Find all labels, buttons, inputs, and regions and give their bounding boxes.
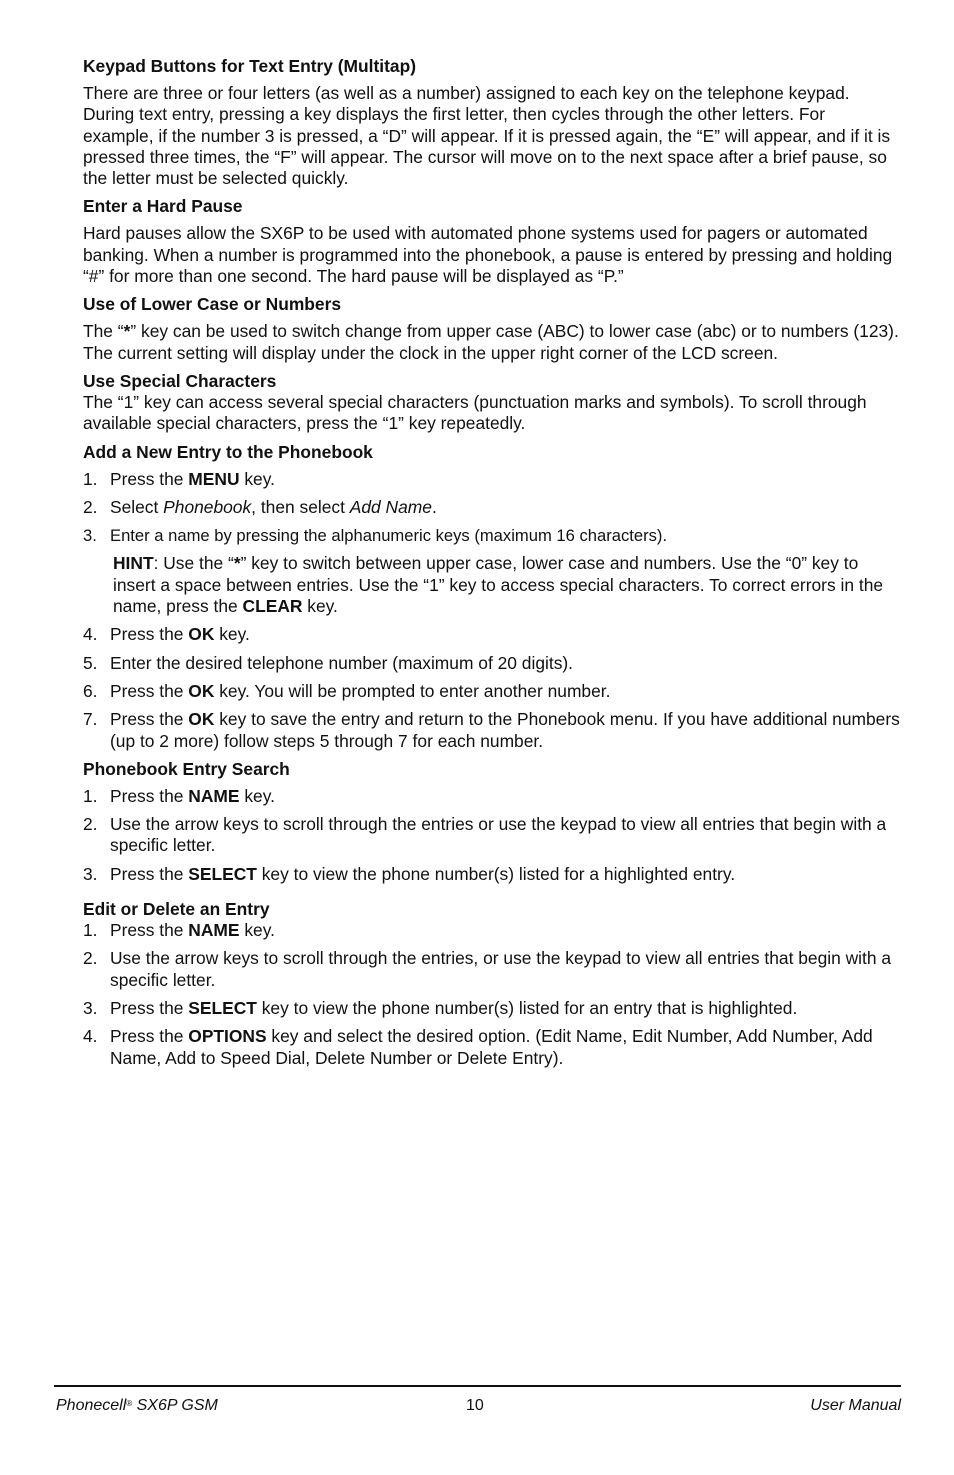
step-number: 2. [83, 814, 98, 835]
star-key: * [233, 553, 241, 574]
list-item [83, 681, 900, 702]
section-multitap [83, 56, 900, 189]
section-lower-case [83, 294, 900, 364]
step-number: 3. [83, 997, 98, 1018]
list-item [83, 624, 900, 645]
section-special-characters [83, 371, 900, 435]
text: key. [239, 920, 275, 941]
text: key. [239, 785, 275, 806]
section-heading: Enter a Hard Pause [83, 196, 243, 217]
text: Press the [110, 624, 189, 645]
page-number: 10 [466, 1397, 484, 1414]
key-name: NAME [188, 920, 240, 941]
text: key. [214, 624, 250, 645]
text: Press the [110, 680, 189, 701]
text: key to view the phone number(s) listed for a highlighted entry. [256, 863, 736, 884]
step-number: 1. [83, 468, 98, 489]
steps-list [83, 624, 900, 751]
step-number: 4. [83, 624, 98, 645]
paragraph: The “1” key can access several special characters (punctuation marks and symbols). To scroll through available special characters, press the “1” key repeatedly. [83, 391, 867, 434]
list-item [83, 998, 900, 1019]
model-name: SX6P GSM [132, 1397, 218, 1414]
menu-name: Add Name [349, 496, 432, 517]
section-heading: Keypad Buttons for Text Entry (Multitap) [83, 56, 416, 76]
text: Press the [110, 785, 189, 806]
paragraph [83, 321, 900, 364]
text: Press the [110, 1026, 189, 1047]
list-item [83, 786, 900, 807]
section-heading: Phonebook Entry Search [83, 758, 290, 779]
paragraph: Hard pauses allow the SX6P to be used with automated phone systems used for pagers or automated banking. When a number is programmed into the phonebook, a pause is entered by pressing and holding “#” for more than one second. The hard pause will be displayed as “P.” [83, 223, 893, 287]
steps-list [83, 786, 900, 885]
step-number: 2. [83, 948, 98, 969]
text: Enter the desired telephone number (maximum of 20 digits). [110, 652, 574, 673]
list-item [83, 525, 900, 546]
text: Press the [110, 997, 189, 1018]
section-heading: Use of Lower Case or Numbers [83, 294, 342, 315]
key-name: NAME [188, 785, 240, 806]
text: Use the arrow keys to scroll through the entries, or use the keypad to view all entries that begin with a specific letter. [110, 948, 892, 990]
step-number: 2. [83, 496, 98, 517]
key-name: MENU [188, 468, 240, 489]
list-item [83, 709, 900, 752]
text: key to save the entry and return to the Phonebook menu. If you have additional numbers (up to 2 more) follow steps 5 through 7 for each number. [110, 709, 900, 751]
footer-manual: User Manual [810, 1397, 901, 1414]
text: key. [239, 468, 275, 489]
key-name: OK [188, 709, 215, 730]
text: Select [110, 496, 164, 517]
page-footer [54, 1385, 901, 1414]
list-item [83, 1026, 900, 1069]
key-name: SELECT [188, 863, 257, 884]
list-item [83, 864, 900, 885]
text: Press the [110, 863, 189, 884]
text: Press the [110, 468, 189, 489]
step-number: 6. [83, 680, 98, 701]
key-name: CLEAR [242, 596, 303, 617]
list-item [83, 814, 900, 857]
key-name: SELECT [188, 997, 257, 1018]
registered-mark: ® [126, 1399, 133, 1408]
step-number: 1. [83, 785, 98, 806]
step-number: 3. [83, 526, 97, 546]
key-name: OK [188, 680, 215, 701]
brand-name: Phonecell [56, 1397, 127, 1414]
text: ” key to switch between upper case, lower case and numbers. Use the “0” key to insert a space between entries. Use the “1” key to access special characters. To correct errors in the name, press the [113, 553, 884, 617]
text: Enter a name by pressing the alphanumeric keys (maximum 16 characters). [110, 526, 668, 546]
hint-paragraph [113, 553, 900, 617]
steps-list [83, 920, 900, 1069]
text: ” key can be used to switch change from upper case (ABC) to lower case (abc) or to numbers (123). The current setting will display under the clock in the upper right corner of the LCD screen. [83, 321, 899, 363]
text: , then select [251, 496, 350, 517]
star-key: * [123, 321, 131, 342]
list-item [83, 920, 900, 941]
steps-list [83, 469, 900, 547]
section-add-entry [83, 442, 900, 752]
hint-label: HINT [113, 553, 154, 574]
text: Press the [110, 920, 189, 941]
step-number: 4. [83, 1026, 98, 1047]
section-entry-search [83, 759, 900, 885]
text: key and select the desired option. (Edit Name, Edit Number, Add Number, Add Name, Add to Speed Dial, Delete Number or Delete Entry). [110, 1026, 873, 1068]
step-number: 7. [83, 709, 98, 730]
text: key. [302, 596, 338, 617]
list-item [83, 653, 900, 674]
list-item [83, 469, 900, 490]
text: Use the arrow keys to scroll through the entries or use the keypad to view all entries that begin with a specific letter. [110, 814, 887, 856]
page-content [83, 56, 900, 1076]
step-number: 5. [83, 652, 98, 673]
section-heading: Edit or Delete an Entry [83, 899, 270, 920]
text: key to view the phone number(s) listed for an entry that is highlighted. [256, 997, 798, 1018]
step-number: 3. [83, 863, 98, 884]
text: The “ [83, 321, 124, 342]
list-item [83, 497, 900, 518]
key-name: OPTIONS [188, 1026, 267, 1047]
paragraph: There are three or four letters (as well as a number) assigned to each key on the telephone keypad. During text entry, pressing a key displays the first letter, then cycles through the other letters. For example, if the number 3 is pressed, a “D” will appear. If it is pressed again, the “E” will appear, and if it is pressed three times, the “F” will appear. The cursor will move on to the next space after a brief pause, so the letter must be selected quickly. [83, 83, 891, 189]
text: key. You will be prompted to enter another number. [214, 680, 611, 701]
text: Press the [110, 709, 189, 730]
key-name: OK [188, 624, 215, 645]
text: : Use the “ [153, 553, 234, 574]
list-item [83, 948, 900, 991]
section-hard-pause [83, 196, 900, 287]
step-number: 1. [83, 920, 98, 941]
section-edit-delete [83, 899, 900, 1069]
section-heading: Add a New Entry to the Phonebook [83, 441, 373, 462]
section-heading: Use Special Characters [83, 370, 277, 391]
footer-product [56, 1397, 218, 1415]
menu-name: Phonebook [163, 496, 252, 517]
text: . [431, 496, 437, 517]
